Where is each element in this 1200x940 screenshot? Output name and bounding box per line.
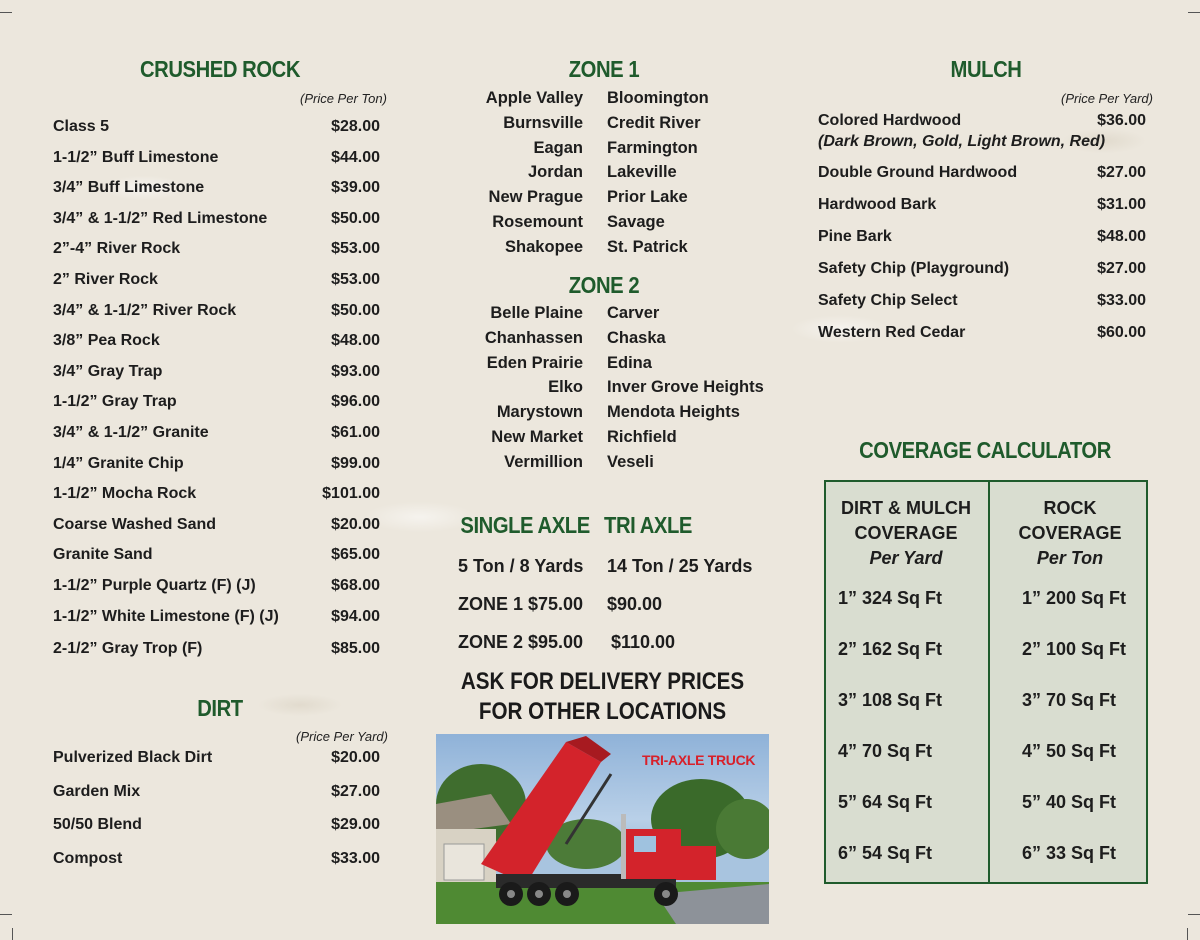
crushed-rock-row-price: $94.00 [331,607,380,625]
calc-dirt-mulch-cell: 4” 70 Sq Ft [838,741,933,761]
mulch-row-name: Double Ground Hardwood [818,164,1018,181]
coverage-calculator-heading: COVERAGE CALCULATOR [859,437,1111,463]
crushed-rock-row-name: 2” River Rock [53,271,158,288]
zone1-city-left: Burnsville [503,113,583,132]
mulch-color-note: (Dark Brown, Gold, Light Brown, Red) [818,133,1106,150]
crushed-rock-row-name: Coarse Washed Sand [53,515,217,533]
zone2-city-right: Chaska [607,328,666,347]
crushed-rock-row-name: 1/4” Granite Chip [53,454,184,472]
zone2-city-right: Inver Grove Heights [607,378,764,397]
calc-left-head-line1: DIRT & MULCH [841,498,971,518]
calc-rock-cell: 1” 200 Sq Ft [1022,588,1127,608]
zone1-single-price: ZONE 1 $75.00 [458,594,584,614]
coverage-calculator-table [824,480,1148,884]
zone1-city-right: Bloomington [607,89,709,107]
calc-right-head-line2: COVERAGE [1018,523,1122,543]
crushed-rock-row-name: 1-1/2” Buff Limestone [53,148,219,166]
zone1-city-right: Credit River [607,113,701,132]
crushed-rock-row-name: 1-1/2” Mocha Rock [53,485,197,503]
dirt-row-name: 50/50 Blend [53,816,142,833]
crop-mark [0,914,12,915]
zone2-city-right: Mendota Heights [607,403,740,422]
crushed-rock-row-price: $101.00 [322,485,380,503]
zone1-city-left: Jordan [527,163,583,182]
zone2-city-left: New Market [491,428,583,446]
mulch-unit: (Price Per Yard) [1061,91,1153,106]
mulch-row-name: Hardwood Bark [818,196,937,213]
crushed-rock-row-name: 3/4” & 1-1/2” Red Limestone [53,209,268,227]
zone1-city-right: Lakeville [607,163,677,182]
crushed-rock-heading: CRUSHED ROCK [139,56,301,82]
truck-label: TRI-AXLE TRUCK [642,752,756,768]
dirt-heading: DIRT [197,695,243,721]
tri-axle-truck-photo [436,734,769,924]
zone2-city-left: Vermillion [504,452,583,471]
dirt-row-price: $20.00 [331,749,380,766]
crushed-rock-row-name: 3/4” Gray Trap [53,362,163,380]
calc-rock-cell: 3” 70 Sq Ft [1022,690,1117,710]
crushed-rock-row-price: $93.00 [331,362,380,380]
calc-dirt-mulch-cell: 3” 108 Sq Ft [838,690,943,710]
crushed-rock-row-name: 2”-4” River Rock [53,240,181,258]
crushed-rock-row-price: $50.00 [331,209,380,227]
mulch-row-name: Safety Chip Select [818,292,958,309]
crushed-rock-row-name: Granite Sand [53,546,153,564]
zone1-city-right: St. Patrick [607,237,688,256]
crushed-rock-row-price: $68.00 [331,577,380,594]
dirt-row-price: $33.00 [331,849,380,867]
calc-dirt-mulch-header [826,496,986,571]
zone1-city-left: Eagan [533,138,583,157]
crushed-rock-row-name: 3/4” & 1-1/2” Granite [53,424,209,441]
zone2-single-price: ZONE 2 $95.00 [458,632,584,652]
calc-dirt-mulch-cell: 6” 54 Sq Ft [838,843,933,863]
calc-rock-cell: 5” 40 Sq Ft [1022,792,1117,812]
crushed-rock-row-price: $85.00 [331,640,380,657]
crop-mark [1188,914,1200,915]
mulch-row-price: $31.00 [1097,196,1146,213]
dirt-row-price: $27.00 [331,782,380,800]
calc-dirt-mulch-cell: 2” 162 Sq Ft [838,639,943,659]
zone2-city-right: Richfield [607,428,677,446]
crushed-rock-row-name: 1-1/2” Gray Trap [53,393,177,411]
zone2-city-left: Marystown [496,403,583,422]
zone1-city-right: Savage [607,213,665,231]
mulch-row-name: Safety Chip (Playground) [818,260,1010,277]
crushed-rock-row-price: $61.00 [331,424,380,441]
single-axle-capacity: 5 Ton / 8 Yards [458,556,584,576]
zone1-city-left: New Prague [488,188,583,207]
dirt-row-price: $29.00 [331,816,380,833]
zone1-city-left: Shakopee [505,237,583,256]
tri-axle-heading: TRI AXLE [604,512,692,538]
mulch-item-name: Colored Hardwood [818,112,962,129]
calc-dirt-mulch-cell: 5” 64 Sq Ft [838,792,933,812]
crushed-rock-row-price: $50.00 [331,301,380,319]
zone1-city-left: Apple Valley [485,89,583,107]
zone2-city-right: Carver [607,304,660,322]
calc-left-head-line3: Per Yard [869,548,943,568]
zone2-city-right: Edina [607,353,652,372]
calc-dirt-mulch-cell: 1” 324 Sq Ft [838,588,943,608]
crushed-rock-row-price: $39.00 [331,179,380,197]
zone1-heading: ZONE 1 [568,56,640,82]
calc-right-head-line3: Per Ton [1036,548,1104,568]
mulch-row-price: $60.00 [1097,324,1146,341]
crushed-rock-row-price: $28.00 [331,118,380,135]
ask-delivery-line2: FOR OTHER LOCATIONS [478,698,727,725]
mulch-row-price: $48.00 [1097,228,1146,245]
mulch-row-name: Western Red Cedar [818,324,966,341]
ask-delivery-line1: ASK FOR DELIVERY PRICES [460,668,745,695]
mulch-heading: MULCH [950,56,1022,82]
zone1-city-right: Prior Lake [607,188,688,207]
calc-rock-cell: 4” 50 Sq Ft [1022,741,1117,761]
zone2-city-right: Veseli [607,452,654,471]
dirt-unit: (Price Per Yard) [296,729,388,744]
calc-rock-cell: 2” 100 Sq Ft [1022,639,1127,659]
crushed-rock-row-price: $53.00 [331,271,380,288]
crushed-rock-row-price: $20.00 [331,515,380,533]
mulch-row-price: $27.00 [1097,260,1146,277]
crushed-rock-row-price: $53.00 [331,240,380,258]
zone2-city-left: Eden Prairie [486,353,583,372]
zone2-city-left: Elko [548,378,583,397]
dirt-row-name: Compost [53,849,123,867]
crushed-rock-row-name: 1-1/2” White Limestone (F) (J) [53,607,279,625]
crop-mark [1188,12,1200,13]
tri-axle-capacity: 14 Ton / 25 Yards [607,556,753,576]
calc-rock-cell: 6” 33 Sq Ft [1022,843,1117,863]
zone2-heading: ZONE 2 [568,272,640,298]
crushed-rock-row-name: 2-1/2” Gray Trop (F) [53,640,203,657]
mulch-row-price: $33.00 [1097,292,1146,309]
crushed-rock-row-price: $99.00 [331,454,380,472]
calc-left-head-line2: COVERAGE [854,523,958,543]
dirt-row-name: Pulverized Black Dirt [53,749,213,766]
crop-mark [0,12,12,13]
crop-mark [12,928,13,940]
zone1-tri-price: $90.00 [607,594,663,614]
zone1-city-right: Farmington [607,138,698,157]
crushed-rock-row-price: $48.00 [331,332,380,350]
mulch-row-price: $27.00 [1097,164,1146,181]
dirt-row-name: Garden Mix [53,782,141,800]
crop-mark [1187,928,1188,940]
crushed-rock-row-price: $65.00 [331,546,380,564]
zone2-city-left: Chanhassen [484,328,583,347]
calc-right-head-line1: ROCK [1043,498,1097,518]
crushed-rock-row-name: 1-1/2” Purple Quartz (F) (J) [53,577,256,594]
single-axle-heading: SINGLE AXLE [460,512,590,538]
crushed-rock-row-name: Class 5 [53,118,110,135]
calc-rock-header [990,496,1150,571]
crushed-rock-row-price: $96.00 [331,393,380,411]
crushed-rock-row-price: $44.00 [331,148,380,166]
zone1-city-left: Rosemount [492,213,583,231]
mulch-item-price: $36.00 [1097,112,1146,129]
zone2-tri-price: $110.00 [611,632,676,652]
zone2-city-left: Belle Plaine [490,304,583,322]
crushed-rock-row-name: 3/4” Buff Limestone [53,179,205,197]
crushed-rock-unit: (Price Per Ton) [300,91,387,106]
crushed-rock-row-name: 3/4” & 1-1/2” River Rock [53,301,237,319]
crushed-rock-row-name: 3/8” Pea Rock [53,332,160,350]
mulch-row-name: Pine Bark [818,228,892,245]
